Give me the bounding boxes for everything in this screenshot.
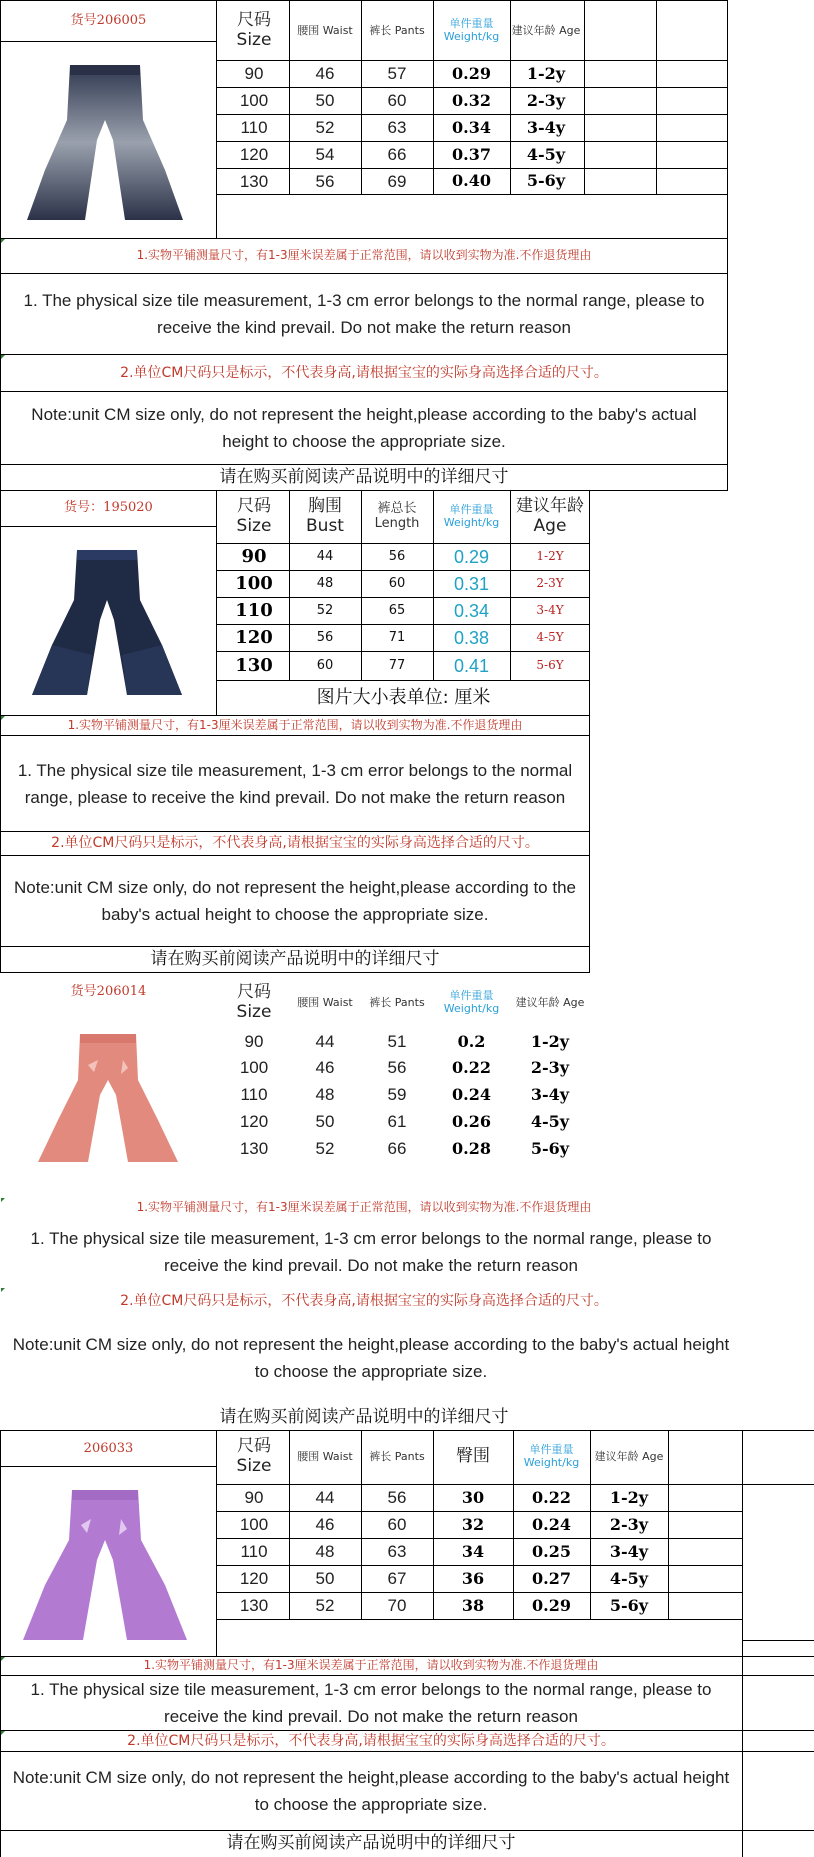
size-cell: 90	[244, 1488, 264, 1508]
footer-note: 请在购买前阅读产品说明中的详细尺寸	[226, 1833, 516, 1854]
divider	[0, 972, 590, 973]
waist-cell: 52	[315, 1596, 335, 1616]
pants-cell: 63	[387, 118, 407, 138]
footer-note: 请在购买前阅读产品说明中的详细尺寸	[150, 948, 440, 969]
hip-cell: 30	[461, 1487, 485, 1507]
pants-image	[15, 1485, 195, 1650]
footer-note: 请在购买前阅读产品说明中的详细尺寸	[219, 466, 509, 487]
header-weight-cn: 单件重量	[449, 503, 494, 517]
waist-cell: 48	[315, 1542, 335, 1562]
header-weight	[433, 4, 510, 58]
note-en-2: Note:unit CM size only, do not represent the height,please according to the baby's actual height to choose the appropriate size.	[31, 405, 697, 451]
header-weight	[433, 978, 510, 1028]
waist-cell: 52	[315, 118, 335, 138]
weight-cell: 0.22	[452, 1057, 491, 1077]
age-cell: 1-2y	[526, 63, 566, 83]
header-pants: 裤长 Pants	[369, 995, 425, 1009]
weight-cell: 0.26	[452, 1111, 491, 1131]
age-cell: 4-5y	[609, 1568, 649, 1588]
size-cell: 130	[239, 171, 269, 191]
bust-cell: 56	[316, 629, 334, 645]
unit-note: 图片大小表单位: 厘米	[316, 686, 491, 708]
age-cell: 2-3y	[609, 1514, 649, 1534]
weight-cell: 0.22	[532, 1487, 571, 1507]
waist-cell: 46	[315, 1058, 335, 1078]
bust-cell: 52	[316, 602, 334, 618]
weight-cell: 0.32	[452, 90, 491, 110]
note-en-1: 1. The physical size tile measurement, 1-3 cm error belongs to the normal range, please to receive the kind prevail. Do not make the return reason	[23, 291, 705, 337]
waist-cell: 46	[315, 1515, 335, 1535]
product-code: 货号：195020	[64, 499, 153, 515]
divider	[0, 1466, 217, 1467]
size-cell: 120	[239, 1569, 269, 1589]
header-pants: 裤长 Pants	[369, 1449, 425, 1463]
waist-cell: 44	[315, 1032, 335, 1052]
length-cell: 77	[388, 657, 406, 673]
size-cell: 110	[240, 1542, 268, 1562]
weight-cell: 0.34	[453, 600, 490, 621]
age-cell: 1-2y	[530, 1031, 570, 1051]
size-cell: 120	[239, 145, 269, 165]
header-weight-en: Weight/kg	[443, 516, 500, 529]
note-en-2: Note:unit CM size only, do not represent the height,please according to the baby's actual height to choose the appropriate size.	[12, 1768, 730, 1814]
waist-cell: 56	[315, 171, 335, 191]
pants-image	[22, 545, 192, 705]
length-cell: 71	[388, 629, 406, 645]
row-line	[217, 194, 728, 195]
weight-cell: 0.41	[453, 655, 490, 676]
waist-cell: 48	[315, 1085, 335, 1105]
divider	[0, 526, 217, 527]
length-cell: 60	[388, 575, 406, 591]
weight-cell: 0.34	[452, 117, 491, 137]
product-code: 货号206014	[70, 983, 147, 999]
pants-cell: 59	[387, 1085, 407, 1105]
hip-cell: 38	[461, 1595, 485, 1615]
size-cell: 100	[239, 1058, 269, 1078]
note-en-1: 1. The physical size tile measurement, 1-3 cm error belongs to the normal range, please to receive the kind prevail. Do not make the return reason	[17, 760, 573, 807]
header-size: 尺码 Size	[236, 982, 272, 1022]
header-weight-en: Weight/kg	[523, 1456, 580, 1469]
header-bust: 胸围 Bust	[306, 496, 344, 536]
header-weight-en: Weight/kg	[443, 30, 500, 43]
header-waist: 腰围 Waist	[297, 1449, 353, 1463]
header-pants: 裤长 Pants	[369, 23, 425, 37]
size-cell: 130	[235, 654, 273, 676]
age-cell: 3-4y	[609, 1541, 649, 1561]
grid-line	[510, 490, 511, 681]
length-cell: 56	[388, 548, 406, 564]
weight-cell: 0.24	[452, 1084, 491, 1104]
age-cell: 5-6y	[526, 171, 566, 191]
note-cn-2: 2.单位CM尺码只是标示，不代表身高,请根据宝宝的实际身高选择合适的尺寸。	[120, 1292, 608, 1309]
footer-note: 请在购买前阅读产品说明中的详细尺寸	[219, 1407, 509, 1428]
pants-cell: 67	[387, 1569, 407, 1589]
weight-cell: 0.29	[452, 63, 491, 83]
weight-cell: 0.27	[532, 1568, 571, 1588]
header-length: 裤总长 Length	[374, 501, 420, 531]
size-cell: 110	[240, 1085, 268, 1105]
weight-cell: 0.40	[452, 171, 491, 191]
age-cell: 1-2y	[609, 1487, 649, 1507]
row-line	[742, 1656, 814, 1657]
weight-cell: 0.29	[453, 546, 490, 567]
note-cn-1: 1.实物平铺测量尺寸，有1-3厘米误差属于正常范围，请以收到实物为准.不作退货理由	[67, 717, 523, 732]
age-cell: 3-4y	[530, 1084, 570, 1104]
header-age: 建议年龄 Age	[516, 496, 584, 536]
weight-cell: 0.37	[452, 144, 491, 164]
note-cn-1: 1.实物平铺测量尺寸，有1-3厘米误差属于正常范围，请以收到实物为准.不作退货理由	[143, 1658, 599, 1673]
header-age: 建议年龄 Age	[511, 23, 581, 37]
product-code: 206033	[83, 1440, 134, 1456]
size-cell: 130	[239, 1596, 269, 1616]
header-waist: 腰围 Waist	[297, 23, 353, 37]
size-cell: 110	[235, 599, 273, 621]
pants-cell: 56	[387, 1488, 407, 1508]
bust-cell: 48	[316, 575, 334, 591]
pants-image	[28, 1030, 188, 1170]
age-cell: 2-3y	[530, 1057, 570, 1077]
waist-cell: 44	[315, 1488, 335, 1508]
age-cell: 2-3Y	[536, 576, 564, 591]
pants-cell: 51	[387, 1032, 407, 1052]
note-en-1: 1. The physical size tile measurement, 1-3 cm error belongs to the normal range, please to receive the kind prevail. Do not make the return reason	[30, 1229, 712, 1275]
waist-cell: 50	[315, 91, 335, 111]
bust-cell: 44	[316, 548, 334, 564]
hip-cell: 34	[461, 1541, 485, 1561]
length-cell: 65	[388, 602, 406, 618]
header-weight	[433, 492, 510, 542]
size-cell: 100	[239, 1515, 269, 1535]
pants-image	[15, 60, 195, 230]
bust-cell: 60	[316, 657, 334, 673]
header-size: 尺码 Size	[236, 1436, 272, 1476]
hip-cell: 36	[461, 1568, 485, 1588]
age-cell: 1-2Y	[536, 549, 564, 564]
note-cn-2: 2.单位CM尺码只是标示，不代表身高,请根据宝宝的实际身高选择合适的尺寸。	[120, 364, 608, 381]
age-cell: 5-6y	[609, 1595, 649, 1615]
waist-cell: 46	[315, 64, 335, 84]
waist-cell: 50	[315, 1569, 335, 1589]
pants-cell: 70	[387, 1596, 407, 1616]
header-age: 建议年龄 Age	[594, 1449, 664, 1463]
divider	[0, 41, 217, 42]
header-waist: 腰围 Waist	[297, 995, 353, 1009]
row-line	[742, 1640, 814, 1641]
weight-cell: 0.2	[457, 1031, 486, 1051]
hip-cell: 32	[461, 1514, 485, 1534]
header-weight-en: Weight/kg	[443, 1002, 500, 1015]
grid-line	[584, 0, 585, 194]
header-weight	[513, 1432, 590, 1482]
size-cell: 130	[239, 1139, 269, 1159]
pants-cell: 56	[387, 1058, 407, 1078]
note-cn-1: 1.实物平铺测量尺寸，有1-3厘米误差属于正常范围，请以收到实物为准.不作退货理由	[136, 1200, 592, 1215]
age-cell: 5-6y	[530, 1138, 570, 1158]
weight-cell: 0.29	[532, 1595, 571, 1615]
age-cell: 2-3y	[526, 90, 566, 110]
note-cn-2: 2.单位CM尺码只是标示，不代表身高,请根据宝宝的实际身高选择合适的尺寸。	[127, 1732, 615, 1749]
header-age: 建议年龄 Age	[515, 995, 585, 1009]
product-code: 货号206005	[70, 12, 147, 28]
weight-cell: 0.38	[453, 627, 490, 648]
header-weight-cn: 单件重量	[529, 1443, 574, 1457]
header-weight-cn: 单件重量	[449, 17, 494, 31]
pants-cell: 60	[387, 91, 407, 111]
waist-cell: 54	[315, 145, 335, 165]
age-cell: 4-5y	[530, 1111, 570, 1131]
pants-cell: 69	[387, 171, 407, 191]
note-cn-2: 2.单位CM尺码只是标示，不代表身高,请根据宝宝的实际身高选择合适的尺寸。	[51, 835, 539, 852]
pants-cell: 66	[387, 145, 407, 165]
size-cell: 120	[239, 1112, 269, 1132]
age-cell: 3-4y	[526, 117, 566, 137]
size-cell: 120	[235, 626, 273, 648]
size-cell: 90	[244, 64, 264, 84]
weight-cell: 0.25	[532, 1541, 571, 1561]
weight-cell: 0.28	[452, 1138, 491, 1158]
grid-line	[656, 0, 657, 194]
weight-cell: 0.24	[532, 1514, 571, 1534]
size-cell: 90	[241, 545, 267, 567]
age-cell: 4-5Y	[536, 630, 564, 645]
size-cell: 110	[240, 118, 268, 138]
note-en-2: Note:unit CM size only, do not represent the height,please according to the baby's actual height to choose the appropriate size.	[12, 1335, 730, 1381]
pants-cell: 57	[387, 64, 407, 84]
age-cell: 3-4Y	[536, 603, 564, 618]
header-size: 尺码 Size	[236, 496, 272, 536]
pants-cell: 60	[387, 1515, 407, 1535]
grid-line	[742, 1430, 743, 1857]
pants-cell: 61	[387, 1112, 407, 1132]
weight-cell: 0.31	[453, 573, 490, 594]
waist-cell: 50	[315, 1112, 335, 1132]
pants-cell: 66	[387, 1139, 407, 1159]
pants-cell: 63	[387, 1542, 407, 1562]
header-hip: 臀围	[456, 1446, 490, 1467]
note-cn-1: 1.实物平铺测量尺寸，有1-3厘米误差属于正常范围，请以收到实物为准.不作退货理由	[136, 248, 592, 263]
header-weight-cn: 单件重量	[449, 989, 494, 1003]
header-size: 尺码 Size	[236, 10, 272, 50]
age-cell: 5-6Y	[536, 658, 564, 673]
note-en-2: Note:unit CM size only, do not represent the height,please according to the baby's actual height to choose the appropriate size.	[14, 878, 576, 924]
waist-cell: 52	[315, 1139, 335, 1159]
size-cell: 90	[244, 1032, 264, 1052]
note-en-1: 1. The physical size tile measurement, 1-3 cm error belongs to the normal range, please to receive the kind prevail. Do not make the return reason	[30, 1680, 712, 1726]
size-cell: 100	[239, 91, 269, 111]
size-cell: 100	[235, 572, 273, 594]
row-line	[217, 1619, 742, 1620]
age-cell: 4-5y	[526, 144, 566, 164]
